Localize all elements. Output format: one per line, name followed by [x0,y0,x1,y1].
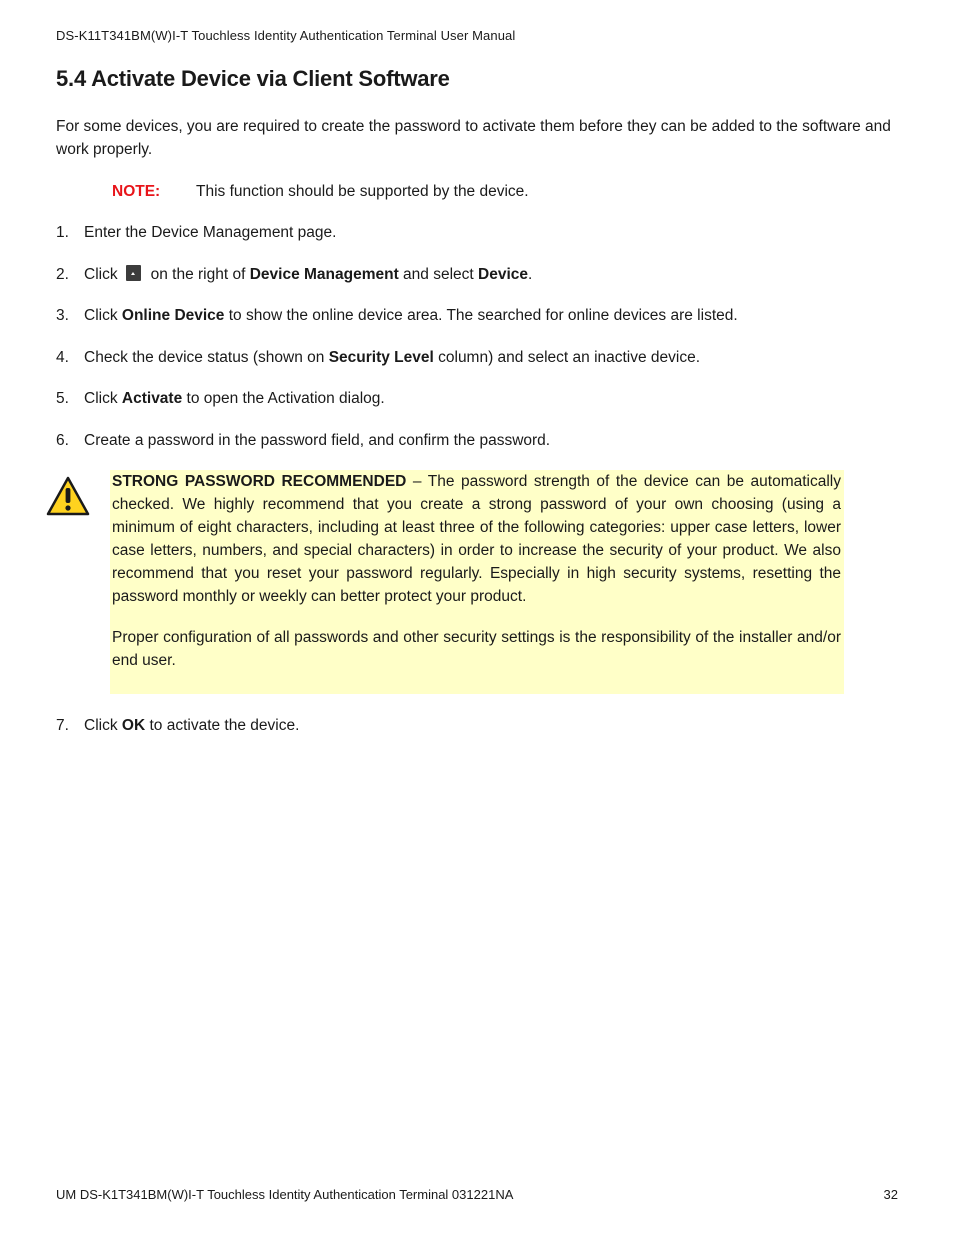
caution-dash: – [412,473,422,490]
caution-body: The password strength of the device can be automatically checked. We highly recommend that you create a strong password of your own choosing (using a minimum of eight characters, including at least three of the following categories: upper case letters, lower case letters, numbers, and special characters) in order to increase the security of your product. We also recommend that you reset your password regularly. Especially in high security systems, resetting the password monthly or weekly can better protect your product. [112,473,841,605]
step-number: 6. [56,432,69,449]
step-number: 2. [56,266,69,283]
step-number: 1. [56,224,69,241]
step-4: 4. Check the device status (shown on Security Level column) and select an inactive device. [56,346,700,369]
section-title: 5.4 Activate Device via Client Software [56,66,450,91]
step-3: 3. Click Online Device to show the online device area. The searched for online devices are listed. [56,304,738,327]
caution-box [110,470,844,694]
footer-doc-id: UM DS-K1T341BM(W)I-T Touchless Identity Authentication Terminal 031221NA [56,1187,514,1202]
note-label: NOTE: [112,183,161,200]
step-text: Create a password in the password field, and confirm the password. [84,432,551,449]
ui-term: Activate [121,390,183,407]
ui-term: OK [121,717,146,734]
warning-triangle-icon [46,476,90,516]
step-text: Enter the Device Management page. [84,224,337,241]
step-2: 2. Click on the right of Device Management and select Device. [56,263,532,286]
running-header: DS-K11T341BM(W)I-T Touchless Identity Authentication Terminal User Manual [56,28,516,43]
page-number: 32 [883,1187,898,1202]
step-1 [56,221,336,244]
ui-term: Online Device [121,307,225,324]
note [112,180,529,203]
step-6 [56,429,550,452]
step-number: 7. [56,717,69,734]
ui-term: Device [478,266,529,283]
step-5: 5. Click Activate to open the Activation dialog. [56,387,385,410]
ui-term: Device Management [249,266,399,283]
ui-term: Security Level [328,349,434,366]
intro-paragraph: For some devices, you are required to create the password to activate them before they can be added to the software and work properly. [56,118,891,158]
step-number: 5. [56,390,69,407]
step-number: 3. [56,307,69,324]
step-7: 7. Click OK to activate the device. [56,714,299,737]
caution-paragraph-2: Proper configuration of all passwords and other security settings is the responsibility of the installer and/or end user. [112,629,841,669]
note-text: This function should be supported by the device. [196,183,529,200]
collapse-icon [126,265,141,281]
step-number: 4. [56,349,69,366]
caution-paragraph [112,470,841,608]
caution-heading: STRONG PASSWORD RECOMMENDED [112,473,407,490]
